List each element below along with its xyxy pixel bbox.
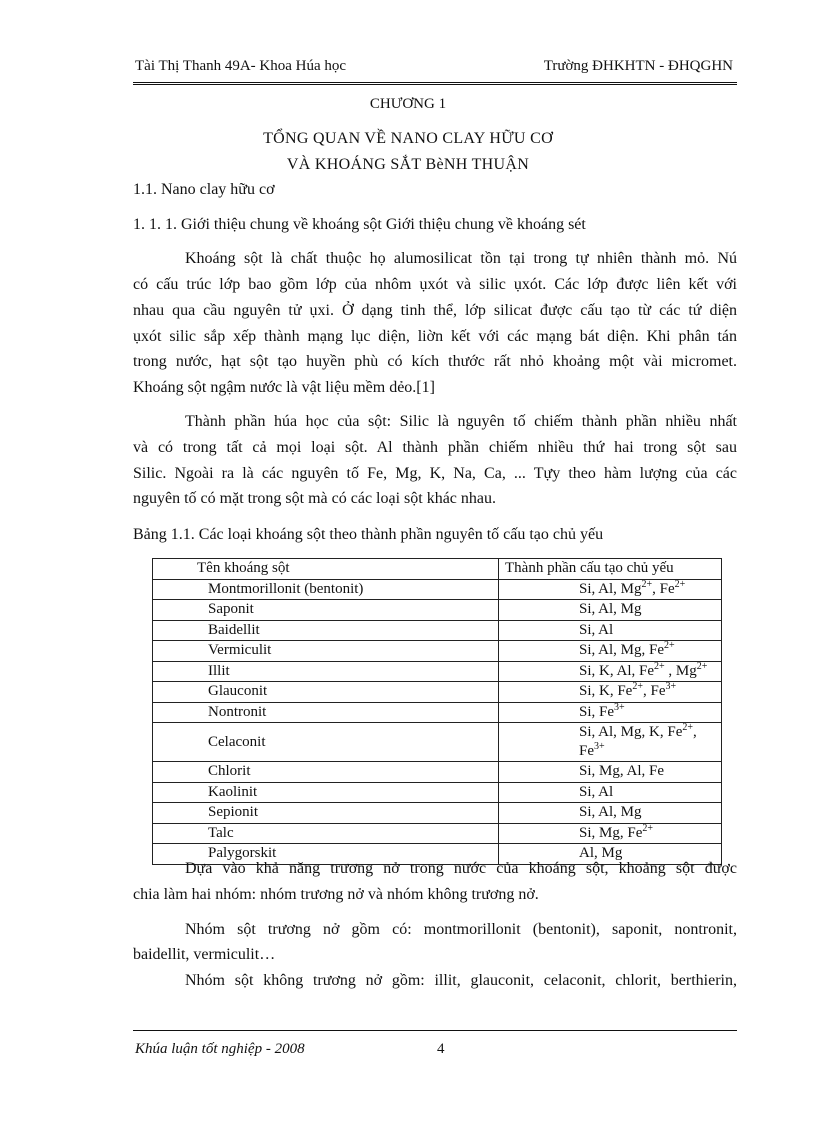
composition-text: Si, Al bbox=[579, 783, 614, 800]
composition-text: Al, Mg bbox=[579, 845, 623, 862]
paragraph-line: Khoáng sột là chất thuộc họ alumosilicat tồn tại trong tự nhiên thành mỏ. Nú bbox=[185, 250, 737, 267]
table-body bbox=[153, 579, 722, 864]
table-row bbox=[153, 762, 722, 783]
header-divider bbox=[133, 82, 737, 85]
composition-text: , Fe bbox=[642, 683, 666, 700]
mineral-name-cell: Kaolinit bbox=[153, 782, 499, 803]
table-header-cell: Tên khoáng sột bbox=[153, 559, 499, 580]
paragraph-line: chia làm hai nhóm: nhóm trương nở và nhóm không trương nở. bbox=[133, 886, 539, 903]
composition-cell bbox=[499, 641, 722, 662]
paragraph-line: Dựa vào khả năng trương nở trong nước của khoáng sột, khoảng sột được bbox=[185, 860, 737, 877]
mineral-name-cell: Saponit bbox=[153, 600, 499, 621]
composition-text: Si, Mg, Al, Fe bbox=[579, 763, 665, 780]
header-institution: Trường ĐHKHTN - ĐHQGHN bbox=[543, 58, 733, 74]
page-header bbox=[133, 58, 737, 80]
charge-superscript: 2+ bbox=[632, 681, 643, 693]
table-row bbox=[153, 682, 722, 703]
mineral-name-cell: Sepionit bbox=[153, 803, 499, 824]
composition-cell bbox=[499, 661, 722, 682]
composition-text: , Mg bbox=[664, 662, 697, 679]
composition-text: Si, Al, Mg bbox=[579, 601, 642, 618]
table-header-cell: Thành phần cấu tạo chủ yếu bbox=[499, 559, 722, 580]
composition-cell bbox=[499, 702, 722, 723]
paragraph-line: có cấu trúc lớp bao gồm lớp của nhôm ụxót và silic ụxót. Các lớp được liên kết với bbox=[133, 276, 737, 293]
paragraph-line: Nhóm sột không trương nở gồm: illit, glauconit, celaconit, chlorit, berthierin, bbox=[185, 972, 737, 989]
composition-cell bbox=[499, 723, 722, 762]
composition-text: Si, Al, Mg bbox=[579, 580, 642, 597]
charge-superscript: 2+ bbox=[682, 722, 693, 733]
mineral-name-cell: Illit bbox=[153, 661, 499, 682]
composition-cell bbox=[499, 682, 722, 703]
composition-cell bbox=[499, 782, 722, 803]
paragraph-line: Silic. Ngoài ra là các nguyên tố Fe, Mg, K, Na, Ca, ... Tựy theo hàm lượng của các bbox=[133, 465, 737, 482]
paragraph-line: ụxót silic sắp xếp thành mạng lục diện, liờn kết với các mạng bát diện. Khi phân tán bbox=[133, 328, 737, 345]
composition-text: Si, Mg, Fe bbox=[579, 824, 643, 841]
composition-cell bbox=[499, 803, 722, 824]
mineral-name-cell: Montmorillonit (bentonit) bbox=[153, 579, 499, 600]
composition-text: Si, Al, Mg, Fe bbox=[579, 642, 665, 659]
paragraph-line: nhau qua cầu nguyên tử ụxi. Ở dạng tinh thể, lớp silicat được cấu tạo từ các tứ diện bbox=[133, 302, 737, 319]
table-row bbox=[153, 702, 722, 723]
page-number: 4 bbox=[437, 1041, 445, 1057]
paragraph-line: baidellit, vermiculit… bbox=[133, 946, 276, 963]
composition-text: Si, Al, Mg, K, Fe bbox=[579, 724, 683, 740]
mineral-name-cell: Glauconit bbox=[153, 682, 499, 703]
subsection-heading: 1. 1. 1. Giới thiệu chung về khoáng sột Giới thiệu chung về khoáng sét bbox=[133, 216, 586, 233]
charge-superscript: 3+ bbox=[665, 681, 677, 693]
paragraph-line: Thành phần húa học của sột: Silic là nguyên tố chiếm thành phần nhiều nhất bbox=[185, 413, 737, 430]
table-row bbox=[153, 600, 722, 621]
chapter-title-line1: TỔNG QUAN VỀ NANO CLAY HỮU CƠ bbox=[263, 130, 553, 147]
composition-cell bbox=[499, 600, 722, 621]
footer-divider bbox=[133, 1030, 737, 1031]
table-header-row bbox=[153, 559, 722, 580]
chapter-label: CHƯƠNG 1 bbox=[369, 96, 447, 112]
charge-superscript: 2+ bbox=[654, 660, 665, 672]
table-row bbox=[153, 641, 722, 662]
paragraph-line: Nhóm sột trương nở gồm có: montmorillonit (bentonit), saponit, nontronit, bbox=[185, 921, 737, 938]
mineral-name-cell: Chlorit bbox=[153, 762, 499, 783]
header-author: Tài Thị Thanh 49A- Khoa Húa học bbox=[135, 58, 347, 74]
paragraph-line: và có trong tất cả mọi loại sột. Al thành phần chiếm nhiều thứ hai trong sột sau bbox=[133, 439, 737, 456]
table-row bbox=[153, 803, 722, 824]
table-row bbox=[153, 661, 722, 682]
paragraph-line: trong nước, hạt sột tạo huyền phù có kích thước rất nhỏ khoảng một vài micromet. bbox=[133, 353, 737, 370]
mineral-name-cell: Vermiculit bbox=[153, 641, 499, 662]
composition-cell bbox=[499, 823, 722, 844]
composition-text: Si, Fe bbox=[579, 703, 615, 720]
charge-superscript: 2+ bbox=[641, 578, 653, 590]
table-row bbox=[153, 579, 722, 600]
table-row bbox=[153, 620, 722, 641]
composition-cell bbox=[499, 620, 722, 641]
composition-cell bbox=[499, 579, 722, 600]
charge-superscript: 2+ bbox=[696, 660, 708, 672]
minerals-table bbox=[152, 558, 722, 865]
charge-superscript: 2+ bbox=[664, 640, 675, 652]
table-row bbox=[153, 782, 722, 803]
composition-text: Si, K, Al, Fe bbox=[579, 662, 655, 679]
mineral-name-cell: Baidellit bbox=[153, 620, 499, 641]
paragraph-line: Khoáng sột ngậm nước là vật liệu mềm dẻo.[1] bbox=[133, 379, 435, 396]
section-heading: 1.1. Nano clay hữu cơ bbox=[133, 181, 275, 198]
composition-text: Si, K, Fe bbox=[579, 683, 633, 700]
composition-text: Si, Al bbox=[579, 621, 614, 638]
table-row bbox=[153, 823, 722, 844]
mineral-name-cell: Talc bbox=[153, 823, 499, 844]
charge-superscript: 3+ bbox=[594, 741, 605, 752]
charge-superscript: 3+ bbox=[614, 701, 625, 713]
table-row bbox=[153, 723, 722, 762]
mineral-name-cell: Palygorskit bbox=[153, 844, 499, 865]
charge-superscript: 2+ bbox=[642, 822, 653, 834]
paragraph-line: nguyên tố có mặt trong sột mà có các loại sột khác nhau. bbox=[133, 490, 497, 507]
chapter-title-line2: VÀ KHOÁNG SẮT BèNH THUẬN bbox=[286, 156, 530, 173]
table-caption: Bảng 1.1. Các loại khoáng sột theo thành phần nguyên tố cấu tạo chủ yếu bbox=[133, 526, 604, 543]
composition-text: , Fe bbox=[579, 724, 697, 759]
charge-superscript: 2+ bbox=[674, 578, 686, 590]
composition-cell bbox=[499, 762, 722, 783]
mineral-name-cell: Celaconit bbox=[153, 723, 499, 762]
mineral-name-cell: Nontronit bbox=[153, 702, 499, 723]
composition-text: , Fe bbox=[652, 580, 675, 597]
footer-text: Khúa luận tốt nghiệp - 2008 bbox=[135, 1041, 305, 1057]
composition-text: Si, Al, Mg bbox=[579, 804, 642, 821]
